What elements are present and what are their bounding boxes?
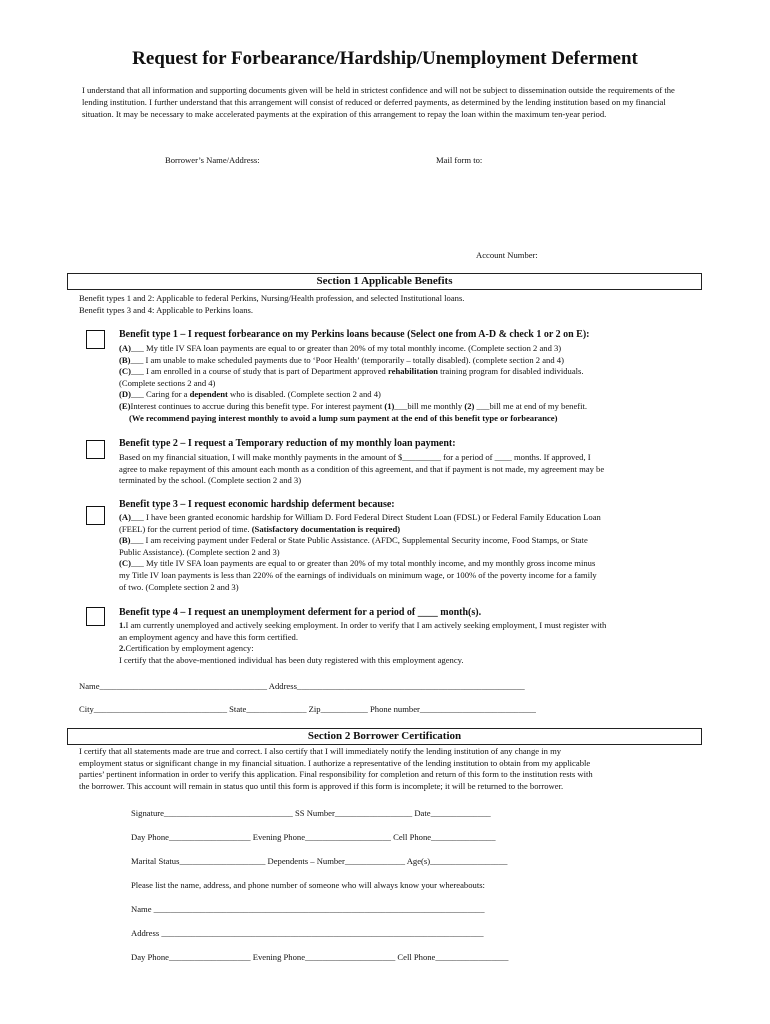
benefit-2-body: Based on my financial situation, I will make monthly payments in the amount of $_________ for a period of ____ months. If approved, I agree to make repayment of this amount each month as a condition of this agreement, and that if payment is not made, my agreement may be terminated by the school. (Complete section 2 and 3) (119, 452, 605, 486)
contact-phone-line[interactable]: Day Phone___________________ Evening Phone_____________________ Cell Phone_________________ (131, 952, 509, 962)
city-state-zip-phone-line[interactable]: City_______________________________ State______________ Zip___________ Phone number___________________________ (79, 704, 536, 714)
benefit-3-checkbox[interactable] (86, 506, 105, 525)
name-address-line[interactable]: Name_______________________________________ Address_____________________________________________________ (79, 681, 525, 691)
benefit-4-heading: Benefit type 4 – I request an unemployment deferment for a period of ____ month(s). (119, 607, 482, 618)
contact-address-line[interactable]: Address ___________________________________________________________________________ (131, 928, 484, 938)
benefit-3-heading: Benefit type 3 – I request economic hardship deferment because: (119, 499, 395, 510)
benefit-note-2: Benefit types 3 and 4: Applicable to Perkins loans. (79, 305, 253, 315)
account-number-label: Account Number: (476, 250, 538, 260)
benefit-3-option-a: (A)___ I have been granted economic hardship for William D. Ford Federal Direct Student Loan (FDSL) or Federal Family Education Loan (119, 512, 601, 522)
contact-name-line[interactable]: Name _____________________________________________________________________________ (131, 904, 485, 914)
section-1-header: Section 1 Applicable Benefits (67, 273, 702, 290)
signature-ss-date-line[interactable]: Signature______________________________ SS Number__________________ Date______________ (131, 808, 491, 818)
borrower-label: Borrower’s Name/Address: (165, 155, 260, 165)
whereabouts-contact-label: Please list the name, address, and phone number of someone who will always know your whereabouts: (131, 880, 485, 890)
form-title: Request for Forbearance/Hardship/Unemployment Deferment (132, 48, 638, 69)
benefit-1-option-d: (D)___ Caring for a dependent who is disabled. (Complete section 2 and 4) (119, 389, 381, 400)
benefit-1-option-a: (A)___ My title IV SFA loan payments are equal to or greater than 20% of my total monthly income. (Complete section 2 and 3) (119, 343, 562, 353)
benefit-1-options (119, 343, 699, 424)
benefit-2-heading: Benefit type 2 – I request a Temporary reduction of my monthly loan payment: (119, 438, 456, 449)
benefit-4-body: 1.I am currently unemployed and actively seeking employment. In order to verify that I am actively seeking employment, I must register with an employment agency and have this form certified. 2.Certification by employment agency: I certify that the above-mentioned individual has been duty registered with this employment agency. (119, 620, 607, 665)
mail-to-label: Mail form to: (436, 155, 483, 165)
marital-dependents-line[interactable]: Marital Status____________________ Dependents – Number______________ Age(s)__________________ (131, 856, 508, 866)
benefit-3-option-b: (B)___ I am receiving payment under Federal or State Public Assistance. (AFDC, Supplemental Security income, Food Stamps, or State (119, 535, 588, 546)
benefit-4-checkbox[interactable] (86, 607, 105, 626)
benefit-note-1: Benefit types 1 and 2: Applicable to federal Perkins, Nursing/Health profession, and selected Institutional loans. (79, 293, 465, 303)
benefit-1-checkbox[interactable] (86, 330, 105, 349)
phone-numbers-line[interactable]: Day Phone___________________ Evening Phone____________________ Cell Phone_______________ (131, 832, 496, 842)
benefit-1-recommendation: (We recommend paying interest monthly to avoid a lump sum payment at the end of this benefit type or forbearance) (129, 412, 558, 423)
intro-paragraph: I understand that all information and supporting documents given will be held in strictest confidence and will not be subject to dissemination outside the requirements of the lending institution. I further understand that this arrangement will consist of reduced or deferred payments, as determined by the lending institution based on my financial situation. It may be necessary to make accelerated payments at the expiration of this arrangement to repay the loan within the maximum ten-year period. (82, 85, 675, 120)
certification-paragraph: I certify that all statements made are true and correct. I also certify that I will immediately notify the lending institution of any change in my employment status or significant change in my financial situation. I authorize a representative of the lending institution to obtain from my applicable parties’ pertinent information in order to verify this application. Final responsibility for completion and return of this form to the institution rests with the borrower. This account will remain in status quo until this form is approved if this form is incomplete; it will be returned to the borrower. (79, 746, 593, 791)
benefit-1-option-c-cont: (Complete sections 2 and 4) (119, 377, 216, 388)
benefit-1-heading: Benefit type 1 – I request forbearance on my Perkins loans because (Select one from A-D & check 1 or 2 on E): (119, 329, 590, 340)
benefit-1-option-c: (C)___ I am enrolled in a course of study that is part of Department approved rehabilitation training program for disabled individuals. (119, 366, 584, 377)
section-2-header: Section 2 Borrower Certification (67, 728, 702, 745)
benefit-3-option-c: (C)___ My title IV SFA loan payments are equal to or greater than 20% of my total monthly income, and my monthly gross income minus (119, 558, 596, 569)
benefit-1-option-e: (E)Interest continues to accrue during this benefit type. For interest payment (1)___bill me monthly (2) ___bill me at end of my benefit. (119, 400, 588, 411)
benefit-3-options: (A)___ I have been granted economic hardship for William D. Ford Federal Direct Student Loan (FDSL) or Federal Family Education Loan (FEEL) for the current period of time. (Satisfactory documentation is required) (B)___ I am receiving payment under Federal or State Public Assistance. (AFDC, Supplemental Security income, Food Stamps, or State Public Assistance). (Complete section 2 and 3) (C)___ My title IV SFA loan payments are equal to or greater than 20% of my total monthly income, and my monthly gross income minus my Title IV loan payments is less than 220% of the earnings of individuals on minimum wage, or 100% of the poverty income for a family of two. (Complete section 2 and 3) (119, 512, 699, 593)
benefit-2-checkbox[interactable] (86, 440, 105, 459)
benefit-1-option-b: (B)___ I am unable to make scheduled payments due to ‘Poor Health’ (temporarily – totally disabled). (complete section 2 and 4) (119, 354, 564, 365)
